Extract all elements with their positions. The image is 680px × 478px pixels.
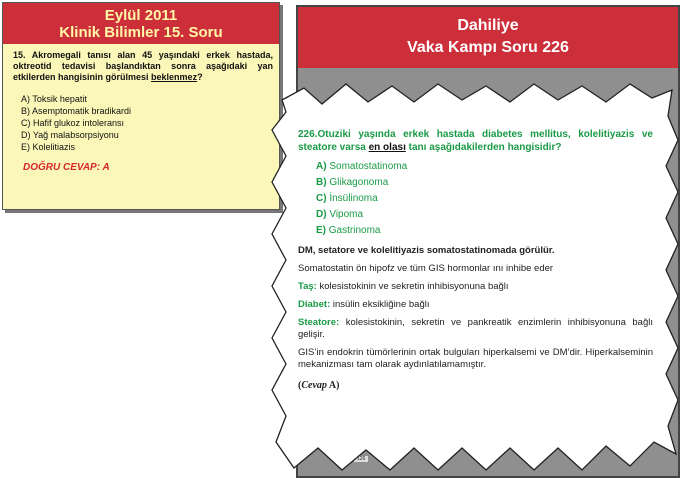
zoom-content — [298, 128, 653, 391]
zoom-option-text: Glikagonoma — [329, 177, 389, 188]
zoom-steatore — [298, 317, 653, 341]
cevap-word: Cevap — [301, 380, 327, 391]
left-option-b: B) Asemptomatik bradikardi — [21, 106, 132, 116]
zoom-question-start: 226.Otuziki yaşında erkek hastada diabetes mellitus, kolelitiyazis ve steatore varsa — [298, 129, 653, 153]
right-title-line2: Vaka Kampı Soru 226 — [407, 39, 569, 56]
diabet-label: Diabet: — [298, 299, 331, 310]
page-number: 126 — [354, 456, 368, 462]
zoom-option-letter: D) — [316, 209, 327, 220]
steatore-label: Steatore: — [298, 317, 340, 328]
tas-label: Taş: — [298, 281, 317, 292]
zoom-option-c — [316, 191, 653, 207]
left-options — [21, 93, 279, 153]
zoom-option-text: Vipoma — [329, 209, 364, 220]
zoom-callout — [268, 82, 680, 472]
cevap-open: ( — [298, 380, 302, 391]
zoom-option-letter: E) — [316, 225, 326, 236]
zoom-tas — [298, 281, 653, 293]
zoom-diabet — [298, 299, 653, 311]
left-question-number: 15. — [13, 50, 26, 60]
left-title-line2: Klinik Bilimler 15. Soru — [59, 24, 223, 41]
left-option-d: D) Yağ malabsorpsiyonu — [21, 130, 119, 140]
left-question-text: Akromegali tanısı alan 45 yaşındaki erkek hastada, oktreotid tedavisi başlandıktan sonra aşağıdaki yan etkilerden hangisinin görülmesi — [13, 50, 274, 82]
steatore-text: kolesistokinin, sekretin ve pankreatik enzimlerin inhibisyonuna bağlı gelişir. — [298, 317, 653, 340]
tas-text: kolesistokinin ve sekretin inhibisyonuna bağlı — [319, 281, 509, 292]
left-question — [3, 44, 279, 83]
right-header — [298, 7, 678, 68]
left-header — [3, 3, 279, 44]
zoom-cevap — [298, 380, 653, 391]
left-option-e: E) Kolelitiazis — [21, 142, 76, 152]
zoom-option-d — [316, 207, 653, 223]
zoom-paragraph-last: GIS’in endokrin tümörlerinin ortak bulguları hiperkalsemi ve DM’dir. Hiperkalseminin mekanizması tam olarak aydınlatılamamıştır. — [298, 347, 653, 370]
left-question-end: ? — [197, 72, 203, 82]
zoom-option-letter: A) — [316, 161, 327, 172]
zoom-option-text: İnsülinoma — [329, 193, 378, 204]
left-question-emphasis: beklenmez — [151, 72, 198, 82]
zoom-option-text: Somatostatinoma — [329, 161, 408, 172]
right-title-line1: Dahiliye — [457, 17, 519, 34]
zoom-option-e — [316, 223, 653, 239]
zoom-question-emphasis: en olası — [368, 142, 406, 153]
zoom-option-letter: C) — [316, 193, 327, 204]
left-title-line1: Eylül 2011 — [104, 7, 178, 24]
zoom-question — [298, 128, 653, 154]
zoom-options — [316, 159, 653, 239]
zoom-summary: DM, setatore ve kolelitiyazis somatostatinomada görülür. — [298, 245, 555, 256]
diabet-text: insülin eksikliğine bağlı — [332, 299, 430, 310]
left-option-c: C) Hafif glukoz intoleransı — [21, 118, 125, 128]
zoom-option-b — [316, 175, 653, 191]
cevap-letter: A) — [328, 380, 340, 391]
left-answer: DOĞRU CEVAP: A — [23, 162, 110, 173]
zoom-option-a — [316, 159, 653, 175]
zoom-option-text: Gastrinoma — [328, 225, 381, 236]
zoom-paragraph-1: Somatostatin ön hipofz ve tüm GIS hormonlar ını inhibe eder — [298, 263, 554, 274]
zoom-question-end: tanı aşağıdakilerden hangisidir? — [408, 142, 562, 153]
left-option-a: A) Toksik hepatit — [21, 94, 87, 104]
left-question-card — [2, 2, 280, 210]
zoom-option-letter: B) — [316, 177, 327, 188]
